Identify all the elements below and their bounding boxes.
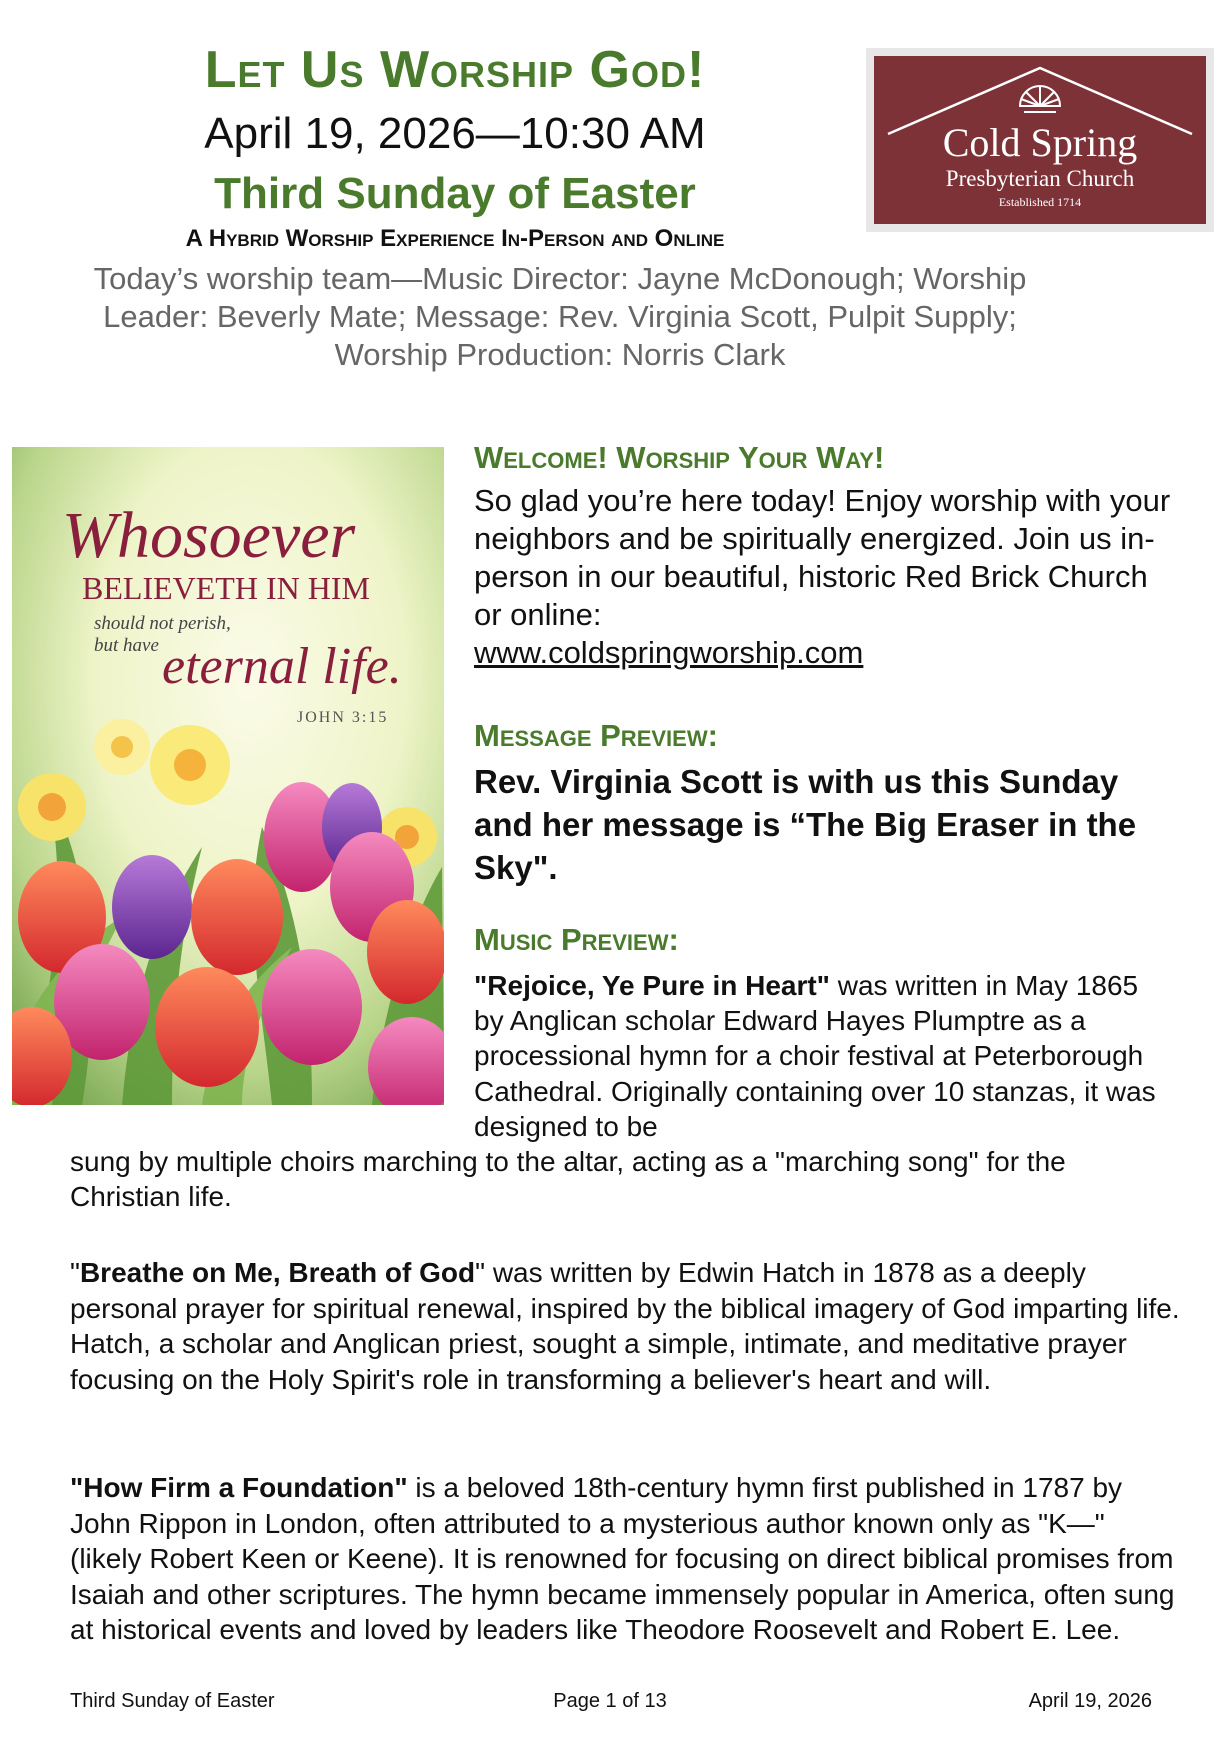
hymn1-title: "Rejoice, Ye Pure in Heart"	[474, 970, 830, 1001]
poster-graphic	[12, 447, 444, 1105]
poster-line3: should not perish,	[94, 613, 231, 634]
hymn3-text: is a beloved 18th-century hymn first published in 1787 by John Rippon in London, often attributed to a mysterious author known only as "K—" (likely Robert Keen or Keene). It is renowned for focusing on direct biblical promises from Isaiah and other scriptures. The hymn became immensely popular in America, often sung at historical events and loved by leaders like Theodore Roosevelt and Robert E. Lee.	[70, 1472, 1175, 1646]
welcome-text	[474, 482, 1174, 672]
poster-line1: Whosoever	[62, 499, 356, 572]
poster-line5: eternal life.	[162, 638, 402, 695]
music-heading: Music Preview:	[474, 922, 679, 957]
church-logo	[866, 48, 1214, 232]
logo-subtitle: Presbyterian Church	[945, 166, 1135, 191]
hymn2-title: Breathe on Me, Breath of God	[79, 1257, 476, 1288]
logo-name: Cold Spring	[942, 120, 1138, 165]
poster-reference: JOHN 3:15	[297, 709, 389, 726]
hymn1-paragraph-continued: sung by multiple choirs marching to the altar, acting as a "marching song" for the Christian life.	[70, 1146, 1066, 1213]
logo-established: Established 1714	[998, 195, 1082, 209]
welcome-heading: Welcome! Worship Your Way!	[474, 440, 885, 475]
poster-line2: BELIEVETH IN HIM	[82, 570, 370, 606]
service-datetime: April 19, 2026—10:30 AM	[204, 109, 706, 158]
welcome-body: So glad you’re here today! Enjoy worship with your neighbors and be spiritually energized. Join us in-person in our beautiful, historic Red Brick Church or online:	[474, 483, 1171, 632]
fanlight-icon	[1020, 86, 1060, 112]
message-text: Rev. Virginia Scott is with us this Sunday and her message is “The Big Eraser in the Sky".	[474, 763, 1137, 886]
liturgical-occasion: Third Sunday of Easter	[214, 169, 696, 218]
message-heading: Message Preview:	[474, 718, 718, 753]
scripture-poster	[12, 447, 444, 1105]
worship-team: Today’s worship team—Music Director: Jayne McDonough; Worship Leader: Beverly Mate; Message: Rev. Virginia Scott, Pulpit Supply; Worship Production: Norris Clark	[93, 261, 1027, 372]
hybrid-subtitle: A Hybrid Worship Experience In-Person and Online	[185, 225, 725, 252]
hymn3-paragraph	[70, 1470, 1180, 1648]
poster-line4: but have	[94, 635, 159, 656]
logo-panel	[874, 56, 1206, 224]
hymn3-title: "How Firm a Foundation"	[70, 1472, 408, 1503]
footer-page-number: Page 1 of 13	[553, 1690, 667, 1712]
hymn2-text: " was written by Edwin Hatch in 1878 as a deeply personal prayer for spiritual renewal, inspired by the biblical imagery of God imparting life. Hatch, a scholar and Anglican priest, sought a simple, intimate, and meditative prayer focusing on the Holy Spirit's role in transforming a believer's heart and will.	[70, 1257, 1180, 1395]
logo-graphic	[874, 56, 1206, 224]
hymn1-text-a: was written in May 1865 by Anglican scholar Edward Hayes Plumptre as a processional hymn for a choir festival at Peterborough Cathedral. Originally containing over 10 stanzas, it was designed to be	[474, 970, 1156, 1142]
hymn2-paragraph	[70, 1255, 1180, 1397]
footer-date: April 19, 2026	[1028, 1690, 1152, 1712]
footer-occasion: Third Sunday of Easter	[70, 1690, 275, 1712]
worship-website-link[interactable]: www.coldspringworship.com	[474, 635, 864, 670]
hymn1-paragraph	[474, 968, 1174, 1144]
page-title: Let Us Worship God!	[204, 41, 706, 99]
hymn2-open-quote: "	[70, 1257, 80, 1288]
